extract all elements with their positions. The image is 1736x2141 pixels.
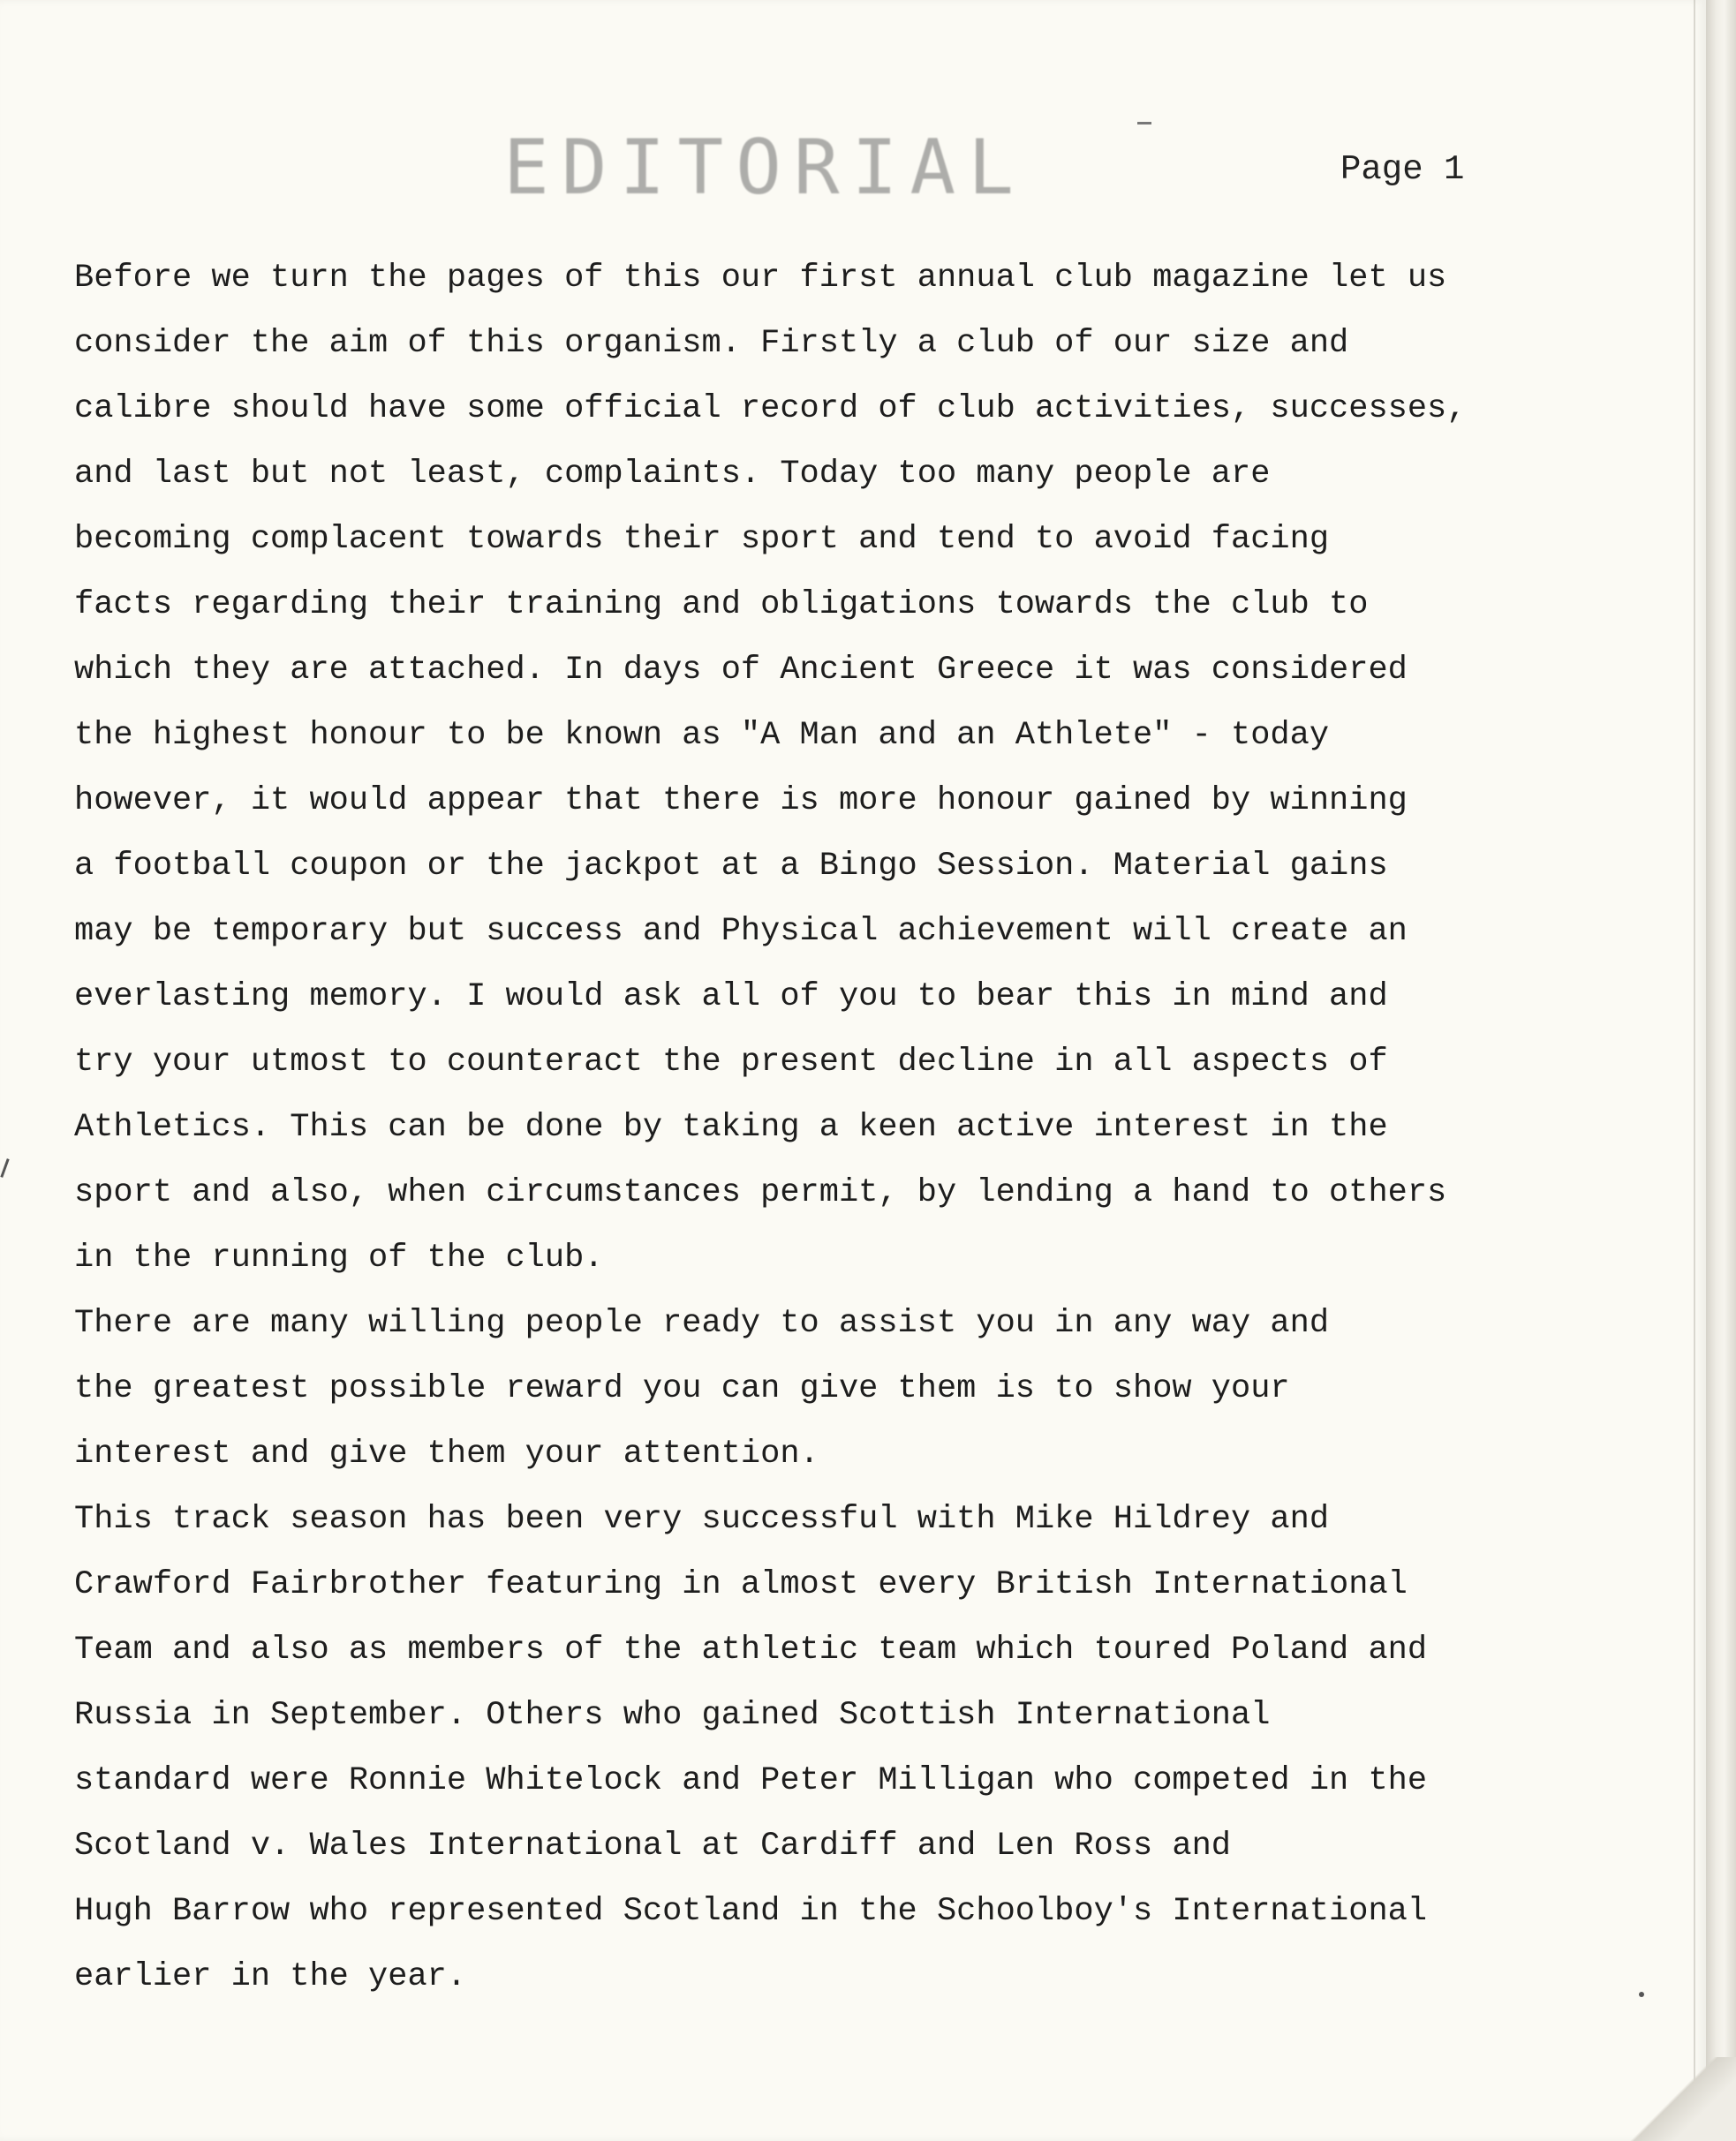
text-line: facts regarding their training and obligations towards the club to (74, 586, 1369, 623)
text-line: Before we turn the pages of this our first annual club magazine let us (74, 260, 1447, 297)
text-line: however, it would appear that there is more honour gained by winning (74, 782, 1408, 819)
text-line: Hugh Barrow who represented Scotland in the Schoolboy's International (74, 1893, 1428, 1930)
ink-dot (1639, 1992, 1644, 1997)
text-line: which they are attached. In days of Ancient Greece it was considered (74, 652, 1408, 689)
text-line: everlasting memory. I would ask all of you to bear this in mind and (74, 978, 1388, 1015)
text-line: and last but not least, complaints. Today too many people are (74, 456, 1271, 493)
text-line: becoming complacent towards their sport and tend to avoid facing (74, 521, 1330, 558)
text-line: calibre should have some official record of club activities, successes, (74, 390, 1467, 427)
editorial-heading: EDITORIAL (503, 124, 1026, 212)
text-line: sport and also, when circumstances permit, by lending a hand to others (74, 1174, 1447, 1211)
text-line: may be temporary but success and Physical achievement will create an (74, 913, 1408, 950)
text-line: the highest honour to be known as "A Man and an Athlete" - today (74, 717, 1330, 754)
text-line: Team and also as members of the athletic team which toured Poland and (74, 1632, 1428, 1669)
text-line: consider the aim of this organism. Firstly a club of our size and (74, 325, 1349, 362)
text-line: There are many willing people ready to assist you in any way and (74, 1305, 1330, 1342)
text-line: try your utmost to counteract the present decline in all aspects of (74, 1044, 1388, 1081)
text-line: in the running of the club. (74, 1240, 604, 1277)
text-line: standard were Ronnie Whitelock and Peter Milligan who competed in the (74, 1762, 1428, 1799)
text-line: Scotland v. Wales International at Cardiff and Len Ross and (74, 1828, 1232, 1865)
page-fold-line (1694, 0, 1695, 2141)
text-line: earlier in the year. (74, 1958, 467, 1995)
editorial-body (74, 245, 1664, 2009)
text-line: a football coupon or the jackpot at a Bingo Session. Material gains (74, 848, 1388, 885)
text-line: interest and give them your attention. (74, 1436, 819, 1473)
text-line: the greatest possible reward you can give them is to show your (74, 1370, 1290, 1407)
page-edge (1706, 0, 1736, 2141)
text-line: Russia in September. Others who gained Scottish International (74, 1697, 1271, 1734)
text-line: This track season has been very successful with Mike Hildrey and (74, 1501, 1330, 1538)
text-line: Athletics. This can be done by taking a keen active interest in the (74, 1109, 1388, 1146)
text-line: Crawford Fairbrother featuring in almost every British International (74, 1566, 1408, 1603)
ink-speck (1137, 122, 1151, 124)
page-number: Page 1 (1340, 150, 1465, 189)
page-corner-curl (1616, 2057, 1736, 2141)
